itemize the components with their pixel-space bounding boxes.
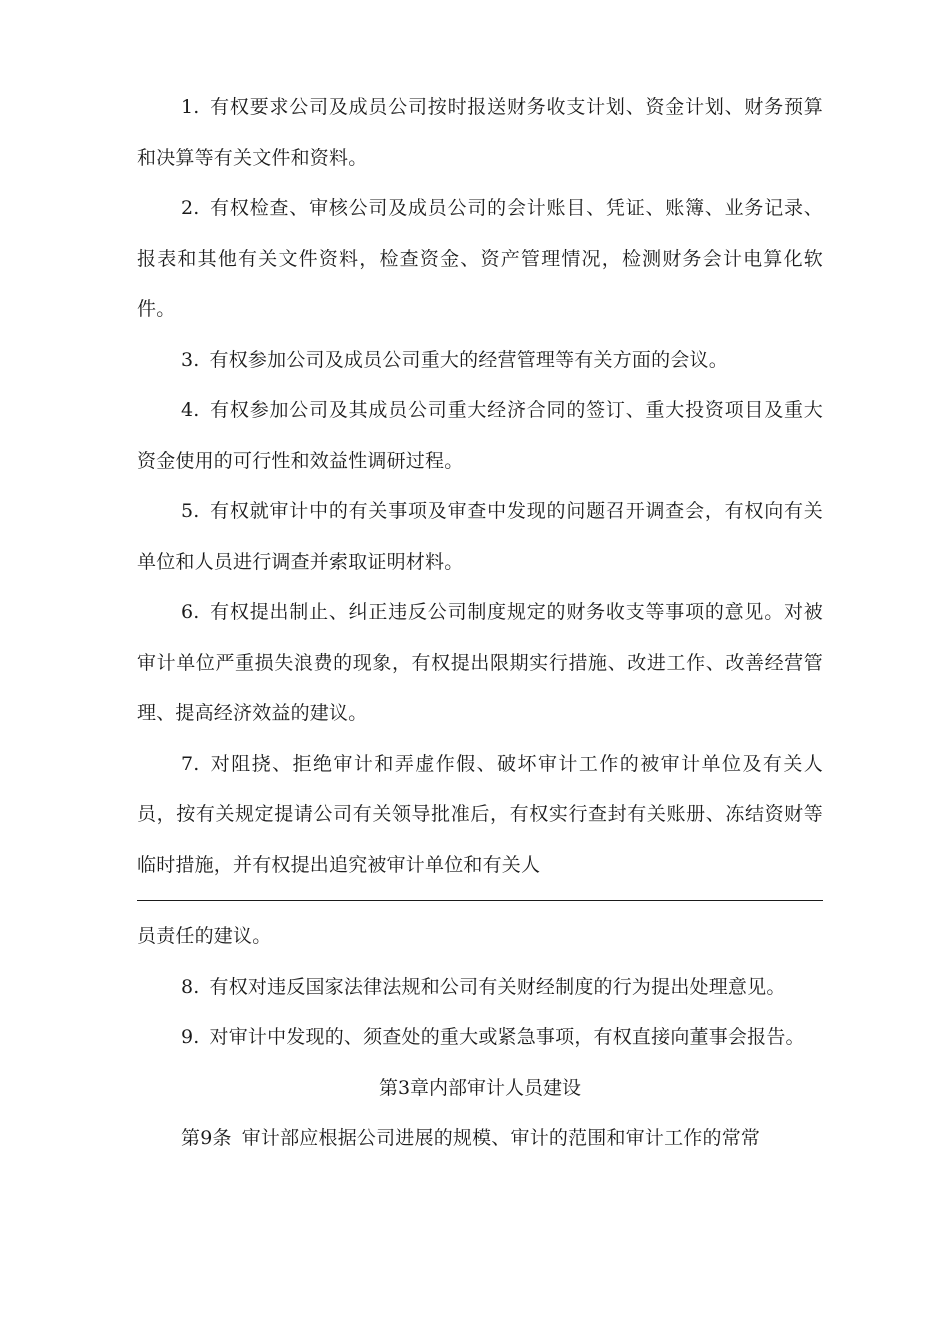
item-text: 有权参加公司及其成员公司重大经济合同的签订、重大投资项目及重大资金使用的可行性和效益性调研过程。	[137, 399, 823, 472]
item-number: 7.	[181, 752, 200, 775]
page-break-divider	[137, 900, 823, 901]
document-page	[137, 82, 823, 1164]
item-text: 对审计中发现的、须查处的重大或紧急事项，有权直接向董事会报告。	[209, 1026, 805, 1048]
item-text: 有权要求公司及成员公司按时报送财务收支计划、资金计划、财务预算和决算等有关文件和资料。	[137, 96, 823, 169]
list-item-3	[137, 335, 823, 386]
list-item-9	[137, 1012, 823, 1063]
item-text: 有权对违反国家法律法规和公司有关财经制度的行为提出处理意见。	[209, 975, 786, 998]
item-number: 1.	[181, 96, 200, 118]
item-number: 5.	[181, 500, 200, 522]
continuation-text: 员责任的建议。	[137, 925, 272, 947]
item-text: 有权检查、审核公司及成员公司的会计账目、凭证、账簿、业务记录、报表和其他有关文件资料，检查资金、资产管理情况，检测财务会计电算化软件。	[137, 197, 823, 320]
list-item-2	[137, 183, 823, 335]
item-number: 2.	[181, 197, 200, 219]
item-number: 3.	[181, 348, 200, 371]
list-item-4	[137, 385, 823, 486]
list-item-8	[137, 962, 823, 1013]
list-item-7	[137, 739, 823, 891]
item-text: 有权就审计中的有关事项及审查中发现的问题召开调查会，有权向有关单位和人员进行调查并索取证明材料。	[137, 500, 823, 573]
item-text: 有权参加公司及成员公司重大的经营管理等有关方面的会议。	[209, 348, 728, 371]
item-number: 8.	[181, 975, 200, 998]
item-text: 对阻挠、拒绝审计和弄虚作假、破坏审计工作的被审计单位及有关人员，按有关规定提请公司有关领导批准后，有权实行查封有关账册、冻结资财等临时措施，并有权提出追究被审计单位和有关人	[137, 752, 823, 876]
list-item-1	[137, 82, 823, 183]
item-number: 9.	[181, 1026, 200, 1048]
list-item-5	[137, 486, 823, 587]
article-label: 第9条	[181, 1127, 232, 1149]
article-text: 审计部应根据公司进展的规模、审计的范围和审计工作的常常	[241, 1127, 761, 1149]
chapter-title: 第3章内部审计人员建设	[378, 1076, 582, 1099]
article-9	[137, 1113, 823, 1164]
list-item-6	[137, 587, 823, 739]
item-text: 有权提出制止、纠正违反公司制度规定的财务收支等事项的意见。对被审计单位严重损失浪费的现象，有权提出限期实行措施、改进工作、改善经营管理、提高经济效益的建议。	[137, 601, 823, 724]
item-number: 6.	[181, 601, 200, 623]
item-number: 4.	[181, 399, 200, 421]
